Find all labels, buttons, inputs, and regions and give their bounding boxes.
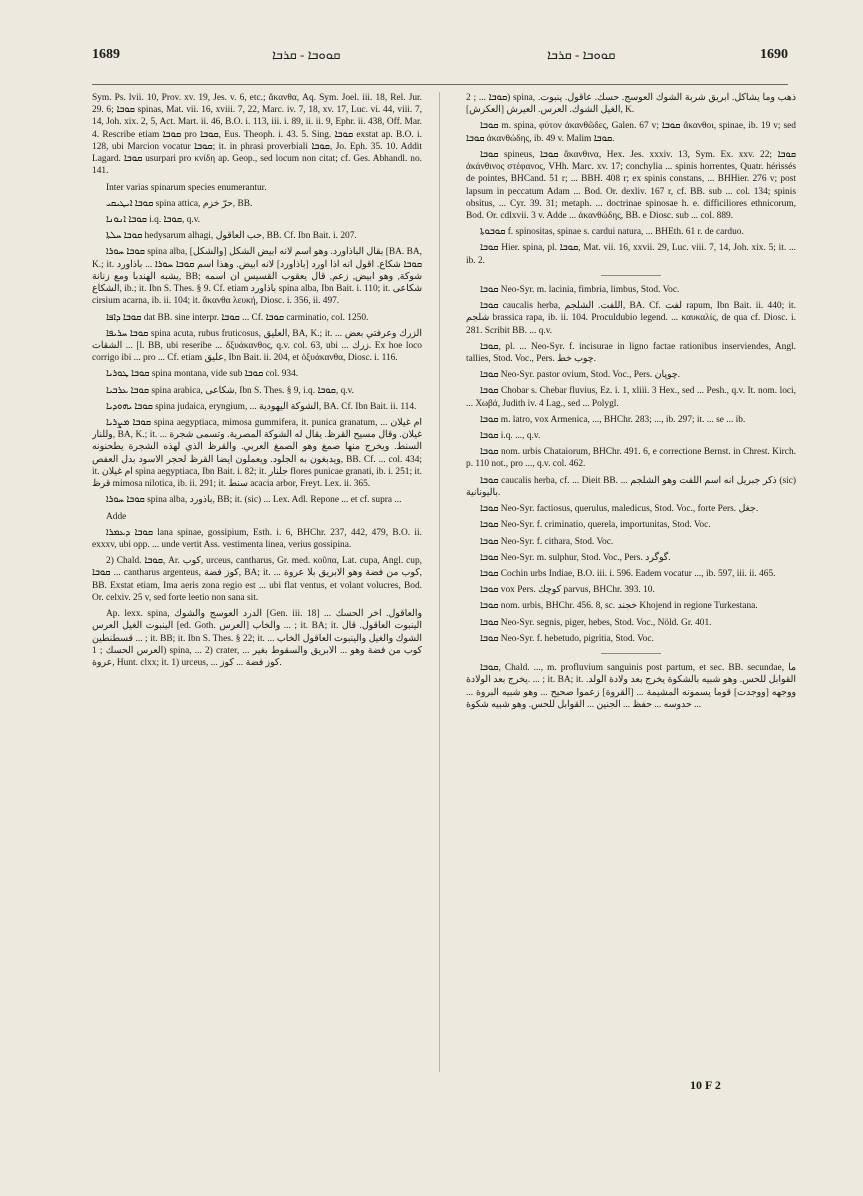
- entry-paragraph: ܩܘܒܘܬܐ f. spinositas, spinae s. cardui natura, ... BHEth. 61 r. de carduo.: [480, 227, 744, 238]
- entry-paragraph: ܩܘܒܐ Neo-Syr. pastor ovium, Stod. Voc., Pers. چوپان.: [480, 370, 680, 381]
- entry-paragraph: ܩܘܒܐ caucalis herba, اللفت. الشلجم, BA. Cf. لفت rapum, Ibn Bait. ii. 440; it. شلجم brassica rapa, ib. ii. 104. Proculdubio legend. ... καυκαλίς, de qua cf. Diosc. i. 281. Scribit BB. ... q.v.: [466, 301, 796, 336]
- entry-paragraph: Inter varias spinarum species enumerantur.: [106, 182, 267, 193]
- entry-paragraph: ܩܘܒܐ nom. urbis Chataiorum, BHChr. 491. 6, e correctione Bernst. in Chrest. Kirch. p. 110 not., pro ..., q.v. col. 462.: [466, 447, 796, 470]
- column-divider: [439, 92, 440, 1072]
- entry-paragraph: ܩܘܒܐ Neo-Syr. f. cithara, Stod. Voc.: [480, 536, 614, 547]
- entry-paragraph: ܩܘܒܐ Neo-Syr. f. hebetudo, pigritia, Stod. Voc.: [480, 633, 654, 644]
- entry-paragraph: 2) Chald. ܩܘܒܐ, Ar. كوب, urceus, cantharus, Gr. med. κοῦπα, Lat. cupa, Angl. cup, ܩܘܒܐ ... cantharus argenteus, كوز فضة, BA; it. ... كوب من فضة وهو الابريق بلا عروة, BB. Exstat etiam, Ima aeris zona regio est ... ubi flat ventus, et volant volucres, Bod. Or. celxiv. 25 v, sed forte leetio non sana sit.: [92, 556, 422, 603]
- right-column: [466, 92, 796, 1092]
- entry-paragraph: ܩܘܒܐ i.q. ..., q.v.: [480, 431, 541, 442]
- entry-paragraph: ܩܘܒܐ ܥܪܒܝܐ spina arabica, شكاعى, Ibn S. Thes. § 9, i.q. ܩܘܒܐ, q.v.: [106, 385, 355, 396]
- entry-paragraph: ܩܘܒܐ ܛܘܪܝܐ spina montana, vide sub ܩܘܒܐ col. 934.: [106, 369, 299, 380]
- entry-paragraph: ܩܘܒܐ Neo-Syr. f. criminatio, querela, importunitas, Stod. Voc.: [480, 520, 711, 531]
- entry-paragraph: ܩܘܒܐ ܚܪܝܦܐ spina acuta, rubus fruticosus, العليق, BA, K.; it. ... الزرك وعرفتي بعض ... الشقات [l. BB, ubi reseribe ... δξυάκανθος, q.v. col. 63, ubi ... زرك. Ex hoe loco corrigo ibi ... pro ... Cf. etiam عليق, Ibn Bait. ii. 204, et ὀξυάκανθα, Diosc. i. 116.: [92, 328, 422, 364]
- entry-paragraph: ܩܘܒܐ Hier. spina, pl. ܩܘܒܐ, Mat. vii. 16, xxvii. 29, Luc. viii. 7, 14, Joh. xix. 5; it. ... ib. 2.: [466, 243, 796, 266]
- entry-paragraph: ܩܘܒܐ, Chald. ..., m. profluvium sanguinis post partum, et sec. BB. secundae, ما يخرج بعد الولادة. ... ; it. BA; it. القوابل للحس. وهو شبيه بالشكوة يخرج بعد ولادة الولد. ووجهه [ووجدت] قوما يسمونه المشيمة ... [القروة] زعموا صحيح ... وهو شبيه البروة ... حدوسه ... حفظ ... الجنين ... القوابل للحس. وهو شبيه شكوة ...: [466, 663, 796, 710]
- entry-paragraph: ܩܘܒܐ, pl. ... Neo-Syr. f. incisurae in ligno factae rationibus inserviendes, Angl. tallies, Stod. Voc., Pers. چوب خط.: [466, 341, 796, 364]
- entry-paragraph: ܩܘܒܐ Neo-Syr. m. sulphur, Stod. Voc., Pers. گوگرد.: [480, 552, 671, 563]
- entry-paragraph: ܩܘܒܐ Neo-Syr. m. lacinia, fimbria, limbus, Stod. Voc.: [480, 284, 680, 295]
- entry-paragraph: ܩܘܒܐ caucalis herba, cf. ... Dieit BB. ... ذكر جبريل انه اسم اللفت وهو الشلجم (sic) باليونانية.: [466, 475, 796, 498]
- entry-paragraph: Adde: [106, 511, 127, 522]
- entry-paragraph: ܩܘܒܐ Neo-Syr. segnis, piger, hebes, Stod. Voc., Nöld. Gr. 401.: [480, 617, 712, 628]
- section-separator: [601, 275, 661, 276]
- entry-paragraph: ܩܘܒܐ m. spina, φύτον ἀκανθῶδες, Galen. 67 v; ܩܘܒܐ ἄκανθοι, spinae, ib. 19 v; sed ܩܘܒܐ ἀκανθώδης, ib. 49 v. Malim ܩܘܒܐ.: [466, 121, 796, 144]
- entry-paragraph: Ap. lexx. spina, الدرد العوسج والشوك [Gen. iii. 18] ... والعاقول. اخر الحسك الينبوت الغيل العرس [ed. Goth. العرس] والخاب ... ; it. BA; it. الينبوت العاقول. قال قسطنطين ... ; it. BB; it. Ibn S. Thes. § 22; it. ... الشوك والغيل والينبوت العاقول الخاب العرس الحسك ; 1) spina, ... 2) crater, ... كوب من فضة وهو ... الابريق والسقوط بغير عروة, Hunt. clxx; it. 1) urceus, ... كوز فضة ... كوز.: [92, 609, 422, 668]
- entry-paragraph: ܩܘܒܐ ܐܢܘܢܐ i.q. ܩܘܒܐ, q.v.: [106, 214, 201, 225]
- entry-paragraph: ܩܘܒܐ Chobar s. Chebar fluvius, Ez. i. 1, xliii. 3 Hex., sed ... Pesh., q.v. It. nom. loci, ... Χωβά, Judith iv. 4 Lag., sed ... Polygl.: [466, 386, 796, 409]
- running-head-left: ܩܘܘܒܐ - ܩܪܒܐ: [272, 47, 341, 62]
- page-header: [92, 44, 788, 68]
- entry-paragraph: ܩܘܒܐ ܚܘܪܐ spina alba, بقال الباذاورد. وهو اسم لانه ابيض الشكل [والشكل] [BA. BA, K.; it. ܩܘܒܐ شكاع. اقول انه اذا اورد [باذاورد] لانه ابيض. وهذا اسم ܩܘܒܐ ܚܘܪܐ ... باذاورد يشبه الهندبا ومع زنانة, BB; شوكة, وهو ابيض, زعم, قال يعقوب القسيس ان اسمه الشكاع, ib.; it. Ibn S. Thes. § 9. Cf. etiam باذاورد spina alba, Ibn Bait. i. 110; it. شكاعى cirsium acarna, ib. ii. 104; it. ἄκανθα λευκή, Diosc. i. 356, ii. 497.: [92, 247, 422, 307]
- entry-paragraph: ܩܘܒܐ ܕܥܡܪܐ lana spinae, gossipium, Esth. i. 6, BHChr. 237, 442, 479, B.O. ii. exxxv, ubi opp. ... unde vertit Ass. vestimenta linea, verius gossipina.: [92, 527, 422, 550]
- entry-paragraph: Sym. Ps. lvii. 10, Prov. xv. 19, Jes. v. 6, etc.; ἄκανθα, Aq. Sym. Joel. iii. 18, Rel. Jur. 29. 6; ܩܘܒܐ spinas, Mat. vii. 16, xviii. 7, 22, Marc. iv. 7, 18, xv. 17, Luc. vi. 44, viii. 7, 14, Joh. xix. 2, 5, Act. Mart. ii. 46, B.O. i. 113, iii. i. 89, ii. ii. 9, Ephr. ii. 438, Off. Mar. 4. Rescribe etiam ܩܘܒܐ pro ܩܘܒܐ, Eus. Theoph. i. 43. 5. Sing. ܩܘܒܐ exstat ap. B.O. i. 128, ubi Marcion vocatur ܩܘܒܐ; it. in phrasi proverbiali ܩܘܒܐ, Jo. Eph. 35. 10. Addit Lagard. ܩܘܒܐ usurpari pro κνίδη ap. Geop., sed locum non citat; cf. Ges. Abhandl. no. 141.: [92, 93, 422, 177]
- entry-paragraph: ܩܘܒܐ ܚܠܬܐ hedysarum alhagi, حب العاقول, BB. Cf. Ibn Bait. i. 207.: [106, 231, 357, 242]
- entry-paragraph: ܩܘܒܐ Neo-Syr. factiosus, querulus, maledicus, Stod. Voc., forte Pers. جغل.: [480, 504, 759, 515]
- left-column: [92, 92, 422, 1092]
- page-number-right: 1690: [760, 47, 788, 62]
- entry-paragraph: ܩܘܒܐ ܐܝܛܝܩܝ spina attica, حرّ خزم, BB.: [106, 198, 253, 209]
- entry-paragraph: ܩܘܒܐ spineus, ܩܘܒܐ ἄκανθινα, Hex. Jes. xxxiv. 13, Sym. Ex. xxv. 22; ܩܘܒܐ ἀκάνθινος στέφανος, VHh. Marc. xv. 17; conchylia ... spinis horrentes, Quatr. hérissés de pointes, BHCand. 51 r; ... BBH. 408 r; ex spinis constans, ... BHHier. 276 v; post lapsum in peccatum Adam ... Bod. Or. dexliv. 167 r, cf. BB. sub ... col. 134; spinis obsitus, ... Cyr. 39. 31; metaph. ... doctrinae spinosae h. e. difficiliores ethnicorum, Bod. Or. cdlxvii. 3 v. Adde ... ἀκανθώδης, BB. e Diosc. sub ... col. 889.: [466, 149, 796, 221]
- entry-paragraph: ܩܘܒܐ nom. urbis, BHChr. 456. 8, sc. خجند Khojend in regione Turkestana.: [480, 601, 758, 612]
- entry-paragraph: ܩܘܒܐ m. latro, vox Armenica, ..., BHChr. 283; ..., ib. 297; it. ... se ... ib.: [480, 414, 746, 425]
- page-number-left: 1689: [92, 47, 120, 62]
- entry-paragraph: ܩܘܒܐ ܚܘܪܐ spina alba, باذورد, BB; it. (sic) ... Lex. Adl. Repone ... et cf. supra ...: [106, 495, 402, 506]
- entry-paragraph: ܩܘܒܐ ܡܨܪܝܐ spina aegyptiaca, mimosa gummifera, it. punica granatum, ... ام غيلان وللنار, BA, K.; it. ... غيلان. وقال مسيح القرظ. يقال له الشوكة المصرية. وتسمى شجرة السنط. ويخرج منها صمغ وهو الصمغ العربي. والقرظ الذي لهذه الشجرة يطحنونه ويدبغون به الجلود. ويعملون ايضا القرظ لحجر الاسود بدل العفص, BB. Cf. ... col. 434; it. ام غيلان spina aegyptiaca, Ibn Bait. i. 82; it. جلنار flores punicae granati, ib. i. 251; it. قرظ mimosa nilotica, ib. ii. 291; it. سنط acacia arbor, Freyt. Lex. ii. 365.: [92, 418, 422, 490]
- entry-paragraph: ܩܘܒܐ vox Pers. كوچك parvus, BHChr. 393. 10.: [480, 585, 655, 596]
- entry-paragraph: ܩܘܒܐ ... ; 2) spina, ذهب وما يشاكل. ابريق شربة الشوك العوسج. حسك. عاقول. ينبوت. الغيل الشوك. العرس. العيرش [العكرش], K.: [466, 93, 796, 116]
- section-separator: [601, 653, 661, 654]
- running-head-right: ܩܘܘܒܐ - ܩܪܒܐ: [547, 47, 616, 62]
- entry-paragraph: ܩܘܒܐ ܕܐܦܐ dat BB. sine interpr. ܩܘܒܐ ... Cf. ܩܘܒܐ carminatio, col. 1250.: [106, 312, 369, 323]
- header-rule: [92, 84, 788, 85]
- signature-mark: 10 F 2: [690, 1078, 721, 1092]
- entry-paragraph: ܩܘܒܐ Cochin urbs Indiae, B.O. iii. i. 596. Eadem vocatur ..., ib. 597, iii. ii. 465.: [480, 569, 776, 579]
- entry-paragraph: ܩܘܒܐ ܝܗܘܕܝܐ spina judaica, eryngium, ... الشوكة اليهودية, BA. Cf. Ibn Bait. ii. 114.: [106, 401, 417, 412]
